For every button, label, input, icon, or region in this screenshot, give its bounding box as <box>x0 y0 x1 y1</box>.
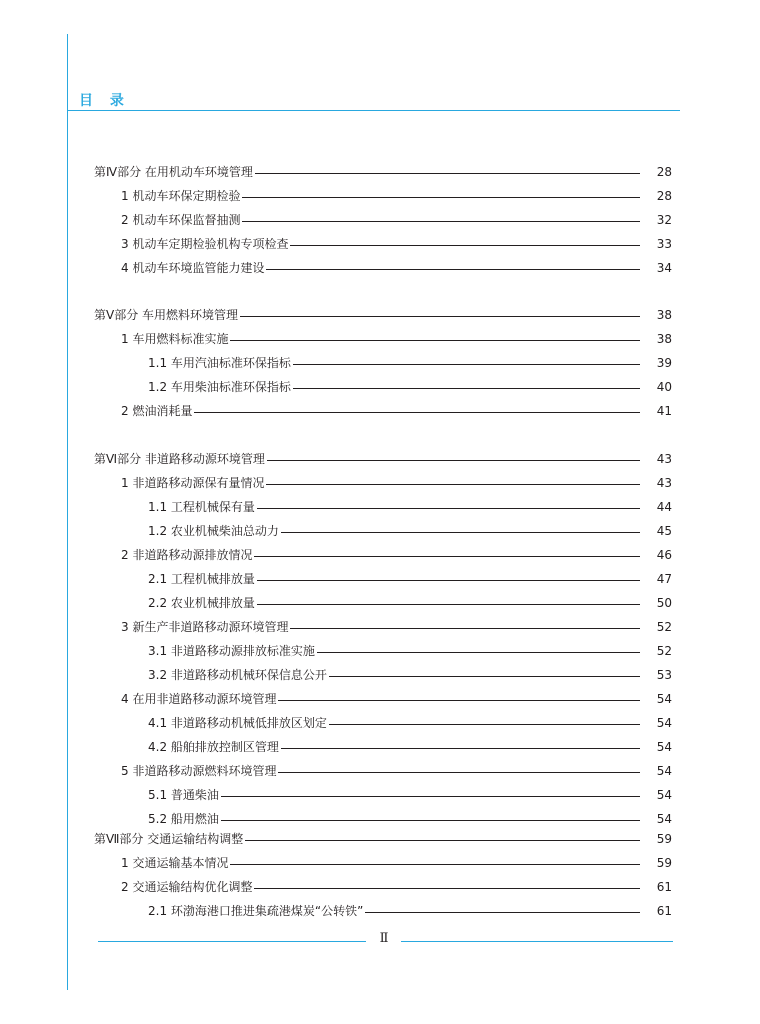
toc-entry-label: 4 在用非道路移动源环境管理 <box>121 692 277 706</box>
toc-entry[interactable] <box>121 618 672 636</box>
toc-entry[interactable] <box>148 378 672 396</box>
toc-entry-label: 2.1 工程机械排放量 <box>148 572 255 586</box>
toc-entry[interactable] <box>148 498 672 516</box>
toc-leader-line <box>245 840 640 841</box>
toc-entry-label: 1.1 车用汽油标准环保指标 <box>148 356 291 370</box>
toc-entry[interactable] <box>121 235 672 253</box>
toc-leader-line <box>194 412 640 413</box>
toc-entry-label: 2.1 环渤海港口推进集疏港煤炭“公转铁” <box>148 904 364 918</box>
toc-entry[interactable] <box>121 474 672 492</box>
toc-entry-page: 54 <box>656 716 672 730</box>
toc-entry-page: 50 <box>656 596 672 610</box>
toc-leader-line <box>329 676 640 677</box>
toc-entry-label: 2 机动车环保监督抽测 <box>121 213 241 227</box>
toc-leader-line <box>221 796 640 797</box>
toc-entry-label: 3.2 非道路移动机械环保信息公开 <box>148 668 327 682</box>
toc-entry-page: 52 <box>656 644 672 658</box>
toc-entry-label: 4.2 船舶排放控制区管理 <box>148 740 279 754</box>
toc-leader-line <box>293 364 640 365</box>
toc-leader-line <box>257 508 640 509</box>
toc-entry-label: 2 燃油消耗量 <box>121 404 193 418</box>
toc-entry[interactable] <box>121 402 672 420</box>
toc-entry[interactable] <box>121 878 672 896</box>
toc-leader-line <box>266 269 640 270</box>
toc-entry-label: 1.2 农业机械柴油总动力 <box>148 524 279 538</box>
toc-entry[interactable] <box>94 163 672 181</box>
toc-leader-line <box>290 628 640 629</box>
toc-entry-page: 46 <box>656 548 672 562</box>
toc-entry[interactable] <box>148 354 672 372</box>
toc-entry-label: 5.1 普通柴油 <box>148 788 219 802</box>
toc-leader-line <box>329 724 640 725</box>
toc-leader-line <box>254 888 640 889</box>
toc-leader-line <box>278 700 640 701</box>
toc-entry[interactable] <box>121 330 672 348</box>
toc-entry-page: 39 <box>656 356 672 370</box>
toc-entry-page: 33 <box>656 237 672 251</box>
toc-entry-page: 32 <box>656 213 672 227</box>
toc-entry[interactable] <box>148 738 672 756</box>
toc-entry-page: 41 <box>656 404 672 418</box>
toc-entry[interactable] <box>148 570 672 588</box>
toc-entry-page: 40 <box>656 380 672 394</box>
toc-entry-label: 第Ⅵ部分 非道路移动源环境管理 <box>94 452 265 466</box>
toc-leader-line <box>293 388 640 389</box>
toc-entry-label: 1 交通运输基本情况 <box>121 856 229 870</box>
toc-entry[interactable] <box>121 259 672 277</box>
toc-entry-label: 3 新生产非道路移动源环境管理 <box>121 620 289 634</box>
toc-entry-label: 4 机动车环境监管能力建设 <box>121 261 265 275</box>
toc-leader-line <box>257 604 640 605</box>
toc-entry-label: 3 机动车定期检验机构专项检查 <box>121 237 289 251</box>
toc-entry-label: 1 车用燃料标准实施 <box>121 332 229 346</box>
toc-entry-page: 59 <box>656 832 672 846</box>
toc-entry-label: 4.1 非道路移动机械低排放区划定 <box>148 716 327 730</box>
toc-leader-line <box>281 532 640 533</box>
toc-leader-line <box>257 580 640 581</box>
toc-leader-line <box>365 912 640 913</box>
toc-entry-label: 2 非道路移动源排放情况 <box>121 548 253 562</box>
toc-entry-page: 45 <box>656 524 672 538</box>
toc-entry-page: 38 <box>656 308 672 322</box>
toc-entry[interactable] <box>148 642 672 660</box>
toc-entry-page: 54 <box>656 764 672 778</box>
toc-entry-label: 第Ⅳ部分 在用机动车环境管理 <box>94 165 253 179</box>
toc-entry-page: 43 <box>656 452 672 466</box>
toc-entry[interactable] <box>94 450 672 468</box>
page-number: Ⅱ <box>379 931 389 946</box>
toc-entry-page: 54 <box>656 788 672 802</box>
toc-entry-page: 43 <box>656 476 672 490</box>
toc-entry[interactable] <box>94 306 672 324</box>
toc-entry[interactable] <box>121 690 672 708</box>
footer-rule-right <box>401 941 673 942</box>
toc-entry[interactable] <box>148 666 672 684</box>
toc-entry-page: 52 <box>656 620 672 634</box>
toc-leader-line <box>255 173 640 174</box>
toc-leader-line <box>221 820 640 821</box>
toc-entry[interactable] <box>148 786 672 804</box>
toc-leader-line <box>290 245 640 246</box>
toc-entry-label: 2.2 农业机械排放量 <box>148 596 255 610</box>
toc-entry-label: 1.2 车用柴油标准环保指标 <box>148 380 291 394</box>
toc-entry-page: 54 <box>656 740 672 754</box>
toc-leader-line <box>317 652 640 653</box>
toc-entry-label: 第Ⅴ部分 车用燃料环境管理 <box>94 308 239 322</box>
toc-entry-page: 28 <box>656 189 672 203</box>
toc-entry[interactable] <box>148 522 672 540</box>
toc-entry[interactable] <box>121 187 672 205</box>
toc-entry-page: 53 <box>656 668 672 682</box>
toc-entry[interactable] <box>94 830 672 848</box>
toc-leader-line <box>266 484 640 485</box>
toc-leader-line <box>278 772 640 773</box>
toc-entry-label: 5 非道路移动源燃料环境管理 <box>121 764 277 778</box>
toc-entry[interactable] <box>148 594 672 612</box>
toc-leader-line <box>230 340 640 341</box>
toc-entry-page: 44 <box>656 500 672 514</box>
toc-entry-label: 1 非道路移动源保有量情况 <box>121 476 265 490</box>
footer-rule-left <box>98 941 366 942</box>
toc-entry-page: 54 <box>656 692 672 706</box>
toc-entry-label: 5.2 船用燃油 <box>148 812 219 826</box>
toc-entry[interactable] <box>148 810 672 828</box>
toc-leader-line <box>242 197 640 198</box>
toc-leader-line <box>240 316 640 317</box>
toc-entry-page: 61 <box>656 904 672 918</box>
toc-entry-page: 38 <box>656 332 672 346</box>
toc-leader-line <box>242 221 640 222</box>
toc-entry-label: 1.1 工程机械保有量 <box>148 500 255 514</box>
toc-entry[interactable] <box>121 762 672 780</box>
toc-entry-page: 59 <box>656 856 672 870</box>
toc-entry-label: 3.1 非道路移动源排放标准实施 <box>148 644 315 658</box>
toc-entry[interactable] <box>121 854 672 872</box>
toc-entry-page: 54 <box>656 812 672 826</box>
toc-entry-page: 34 <box>656 261 672 275</box>
toc-entry-page: 47 <box>656 572 672 586</box>
toc-entry[interactable] <box>148 902 672 920</box>
toc-entry-label: 第Ⅶ部分 交通运输结构调整 <box>94 832 244 846</box>
toc-entry-page: 28 <box>656 165 672 179</box>
toc-leader-line <box>281 748 640 749</box>
toc-leader-line <box>254 556 640 557</box>
toc-leader-line <box>267 460 640 461</box>
toc-entry[interactable] <box>148 714 672 732</box>
toc-entry-label: 1 机动车环保定期检验 <box>121 189 241 203</box>
toc-leader-line <box>230 864 640 865</box>
page-title: 目 录 <box>79 93 130 109</box>
toc-entry-label: 2 交通运输结构优化调整 <box>121 880 253 894</box>
toc-entry-page: 61 <box>656 880 672 894</box>
toc-entry[interactable] <box>121 211 672 229</box>
toc-entry[interactable] <box>121 546 672 564</box>
